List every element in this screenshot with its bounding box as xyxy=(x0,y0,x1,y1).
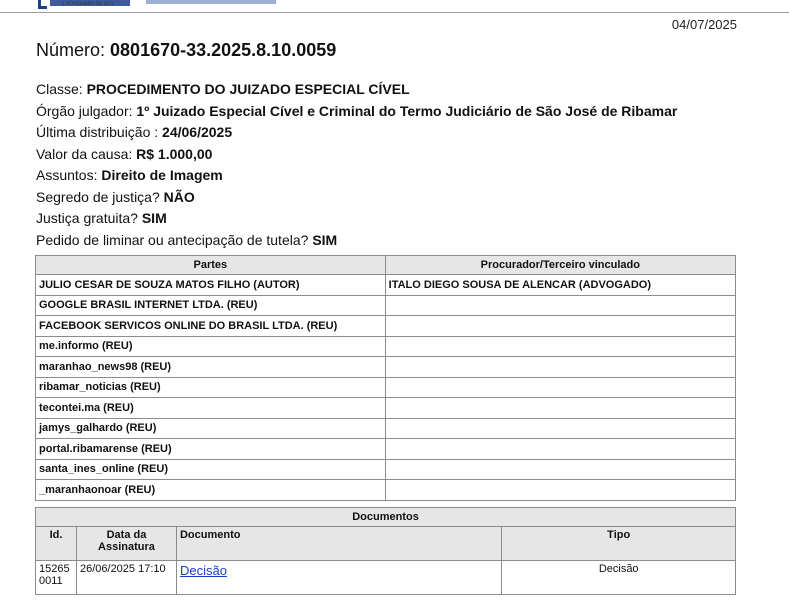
table-row xyxy=(36,418,736,439)
document-name-cell xyxy=(176,561,501,595)
field-assuntos xyxy=(36,165,677,187)
parte-cell: maranhao_news98 (REU) xyxy=(36,357,386,378)
documento-column-header: Documento xyxy=(176,527,501,561)
field-value: SIM xyxy=(141,210,167,226)
process-number-label: Número: xyxy=(36,40,111,60)
field-segredo-justica xyxy=(36,187,677,209)
parte-cell: _maranhaonoar (REU) xyxy=(36,480,386,501)
procurador-cell: ITALO DIEGO SOUSA DE ALENCAR (ADVOGADO) xyxy=(385,275,735,296)
parte-cell: ribamar_noticias (REU) xyxy=(36,377,386,398)
field-value: Direito de Imagem xyxy=(101,167,223,183)
field-value: PROCEDIMENTO DO JUIZADO ESPECIAL CÍVEL xyxy=(86,81,410,97)
field-label: Órgão julgador: xyxy=(36,102,137,119)
field-label: Pedido de liminar ou antecipação de tutela? xyxy=(36,231,313,248)
table-row xyxy=(36,357,736,378)
field-value: 24/06/2025 xyxy=(162,124,233,140)
court-logo-icon xyxy=(38,0,47,9)
procurador-cell xyxy=(385,398,735,419)
parte-cell: JULIO CESAR DE SOUZA MATOS FILHO (AUTOR) xyxy=(36,275,386,296)
print-date: 04/07/2025 xyxy=(671,17,737,32)
table-row xyxy=(36,316,736,337)
document-link[interactable]: Decisão xyxy=(179,563,227,578)
procurador-cell xyxy=(385,418,735,439)
procurador-cell xyxy=(385,357,735,378)
field-valor-causa xyxy=(36,144,677,166)
partes-header-row xyxy=(36,256,736,275)
document-type-cell: Decisão xyxy=(502,561,736,595)
field-pedido-liminar xyxy=(36,230,677,252)
field-value: SIM xyxy=(312,231,338,248)
partes-table xyxy=(35,255,736,501)
procurador-cell xyxy=(385,459,735,480)
parte-cell: jamys_galhardo (REU) xyxy=(36,418,386,439)
procurador-cell xyxy=(385,377,735,398)
table-row xyxy=(36,459,736,480)
documentos-table xyxy=(35,507,736,595)
table-row xyxy=(36,336,736,357)
document-date-cell: 26/06/2025 17:10 xyxy=(76,561,176,595)
documentos-header-row xyxy=(36,527,736,561)
documentos-title-row xyxy=(36,508,736,527)
data-assinatura-column-header: Data da Assinatura xyxy=(76,527,176,561)
field-label: Justiça gratuita? xyxy=(36,210,142,226)
procurador-cell xyxy=(385,295,735,316)
field-classe xyxy=(36,79,677,101)
document-id-cell: 15265 0011 xyxy=(36,561,77,595)
parte-cell: GOOGLE BRASIL INTERNET LTDA. (REU) xyxy=(36,295,386,316)
procurador-cell xyxy=(385,316,735,337)
top-header-strip xyxy=(0,0,789,13)
id-column-header: Id. xyxy=(36,527,77,561)
table-row xyxy=(36,295,736,316)
table-row xyxy=(36,275,736,296)
parte-cell: portal.ribamarense (REU) xyxy=(36,439,386,460)
table-row xyxy=(36,561,736,595)
field-value: 1º Juizado Especial Cível e Criminal do Termo Judiciário de São José de Ribamar xyxy=(136,102,678,119)
parte-cell: FACEBOOK SERVICOS ONLINE DO BRASIL LTDA. (REU) xyxy=(36,316,386,337)
table-row xyxy=(36,377,736,398)
process-info xyxy=(36,79,677,251)
logo-subtitle: 4 NOVEMBRO DE 1813 xyxy=(62,2,114,7)
field-label: Valor da causa: xyxy=(36,145,137,162)
field-label: Última distribuição : xyxy=(36,124,163,140)
field-orgao-julgador xyxy=(36,101,677,123)
procurador-cell xyxy=(385,480,735,501)
procurador-cell xyxy=(385,439,735,460)
parte-cell: tecontei.ma (REU) xyxy=(36,398,386,419)
table-row xyxy=(36,398,736,419)
parte-cell: me.informo (REU) xyxy=(36,336,386,357)
logo-text-line xyxy=(146,0,276,4)
table-row xyxy=(36,439,736,460)
documentos-title: Documentos xyxy=(36,508,736,527)
field-ultima-distribuicao xyxy=(36,122,677,144)
field-justica-gratuita xyxy=(36,208,677,230)
partes-column-header: Partes xyxy=(36,256,386,275)
table-row xyxy=(36,480,736,501)
procurador-cell xyxy=(385,336,735,357)
field-value: R$ 1.000,00 xyxy=(136,145,213,162)
process-number-value: 0801670-33.2025.8.10.0059 xyxy=(110,40,337,60)
tipo-column-header: Tipo xyxy=(502,527,736,561)
field-label: Assuntos: xyxy=(36,167,102,183)
process-number xyxy=(36,40,336,61)
field-value: NÃO xyxy=(163,188,195,205)
field-label: Classe: xyxy=(36,81,87,97)
parte-cell: santa_ines_online (REU) xyxy=(36,459,386,480)
field-label: Segredo de justiça? xyxy=(36,188,164,205)
procurador-column-header: Procurador/Terceiro vinculado xyxy=(385,256,735,275)
